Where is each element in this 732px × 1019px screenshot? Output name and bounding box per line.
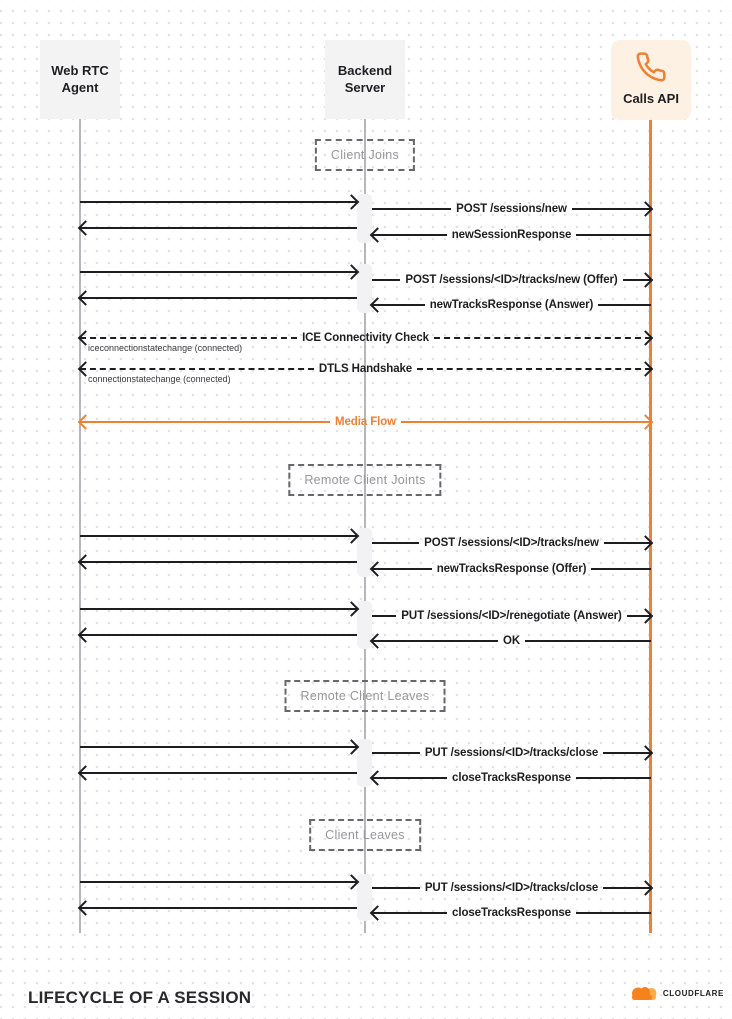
actor-label: Calls API [623, 91, 679, 106]
arrow-line [372, 542, 419, 544]
message-label: newSessionResponse [451, 229, 572, 241]
arrowhead-left-icon [370, 297, 386, 313]
arrowhead-right-icon [344, 874, 360, 890]
message-arrow [80, 556, 357, 568]
message-arrow [80, 530, 357, 542]
phase-box [309, 819, 421, 851]
message-arrow [80, 629, 357, 641]
arrow-line [401, 421, 651, 423]
cloudflare-wordmark: CLOUDFLARE [662, 989, 724, 998]
arrowhead-right-icon [638, 745, 654, 761]
lifeline-webrtc-agent [79, 119, 81, 933]
arrow-line [80, 227, 357, 229]
message-arrow [80, 767, 357, 779]
event-note: iceconnectionstatechange (connected) [88, 343, 243, 353]
message-arrow [372, 229, 651, 241]
phone-icon [635, 51, 667, 83]
message-label: PUT /sessions/<ID>/tracks/close [424, 882, 599, 894]
arrow-line [372, 640, 498, 642]
phase-box [285, 680, 446, 712]
arrow-line [576, 912, 651, 914]
arrow-line [80, 881, 357, 883]
message-label: closeTracksResponse [452, 772, 571, 784]
phase-box [315, 139, 415, 171]
message-arrow [372, 610, 651, 622]
message-arrow [80, 292, 357, 304]
message-label: DTLS Handshake [318, 363, 413, 375]
message-label: Media Flow [335, 416, 396, 428]
message-arrow [80, 266, 357, 278]
arrow-line [80, 608, 357, 610]
arrow-line [372, 887, 420, 889]
arrowhead-left-icon [78, 627, 94, 643]
arrowhead-left-icon [78, 414, 94, 430]
arrowhead-left-icon [370, 227, 386, 243]
arrow-line [372, 752, 420, 754]
arrowhead-right-icon [638, 361, 654, 377]
message-arrow [80, 603, 357, 615]
arrow-line [372, 279, 400, 281]
phase-label: Remote Client Leaves [300, 689, 430, 703]
cloudflare-logo [629, 986, 724, 1001]
message-label: closeTracksResponse [452, 907, 571, 919]
arrow-line [417, 368, 651, 370]
actor-calls-api [611, 40, 691, 120]
arrow-line [591, 568, 651, 570]
arrow-line [80, 561, 357, 563]
arrow-line [80, 297, 357, 299]
message-arrow [372, 537, 651, 549]
cloudflare-cloud-icon [629, 986, 659, 1001]
arrowhead-left-icon [370, 905, 386, 921]
diagram-title: LIFECYCLE OF A SESSION [28, 988, 252, 1007]
message-arrow [80, 196, 357, 208]
message-label: PUT /sessions/<ID>/renegotiate (Answer) [401, 610, 622, 622]
arrowhead-right-icon [638, 535, 654, 551]
arrow-line [80, 368, 314, 370]
arrow-line [372, 208, 451, 210]
arrow-line [576, 234, 651, 236]
arrow-line [80, 535, 357, 537]
arrowhead-right-icon [638, 608, 654, 624]
arrowhead-right-icon [638, 414, 654, 430]
arrowhead-left-icon [370, 633, 386, 649]
arrow-line [372, 615, 396, 617]
message-label: newTracksResponse (Answer) [429, 299, 594, 311]
arrow-line [80, 907, 357, 909]
arrowhead-right-icon [344, 264, 360, 280]
message-label: ICE Connectivity Check [302, 332, 429, 344]
message-label: POST /sessions/new [456, 203, 567, 215]
arrow-line [80, 201, 357, 203]
arrow-line [525, 640, 651, 642]
message-label: POST /sessions/<ID>/tracks/new [424, 537, 599, 549]
phase-label: Remote Client Joints [304, 473, 426, 487]
phase-label: Client Joins [330, 148, 400, 162]
message-arrow [80, 741, 357, 753]
arrowhead-right-icon [638, 201, 654, 217]
arrowhead-right-icon [344, 194, 360, 210]
arrowhead-left-icon [78, 900, 94, 916]
message-label: PUT /sessions/<ID>/tracks/close [424, 747, 599, 759]
message-arrow [80, 222, 357, 234]
message-arrow [372, 635, 651, 647]
message-arrow [80, 876, 357, 888]
arrowhead-left-icon [78, 220, 94, 236]
arrowhead-right-icon [344, 739, 360, 755]
actor-label: Backend Server [337, 62, 393, 95]
message-arrow [372, 882, 651, 894]
message-arrow [372, 907, 651, 919]
actor-backend-server [325, 40, 405, 119]
actor-label: Web RTC Agent [51, 62, 109, 95]
actor-webrtc-agent [40, 40, 120, 119]
arrow-line [80, 337, 297, 339]
arrowhead-right-icon [638, 330, 654, 346]
arrowhead-right-icon [344, 601, 360, 617]
arrow-line [80, 746, 357, 748]
message-arrow [372, 747, 651, 759]
message-label: OK [502, 635, 521, 647]
arrowhead-left-icon [78, 554, 94, 570]
message-label: newTracksResponse (Offer) [436, 563, 587, 575]
arrow-line [598, 304, 651, 306]
arrow-line [80, 634, 357, 636]
phase-box [288, 464, 441, 496]
message-arrow [80, 902, 357, 914]
arrowhead-left-icon [78, 765, 94, 781]
arrowhead-left-icon [78, 290, 94, 306]
arrow-line [434, 337, 651, 339]
message-label: POST /sessions/<ID>/tracks/new (Offer) [405, 274, 618, 286]
message-arrow [372, 274, 651, 286]
message-arrow [372, 563, 651, 575]
message-arrow [372, 203, 651, 215]
arrowhead-right-icon [638, 272, 654, 288]
arrowhead-right-icon [344, 528, 360, 544]
message-arrow [80, 416, 651, 428]
arrowhead-left-icon [370, 770, 386, 786]
arrow-line [80, 772, 357, 774]
arrow-line [80, 271, 357, 273]
message-arrow [372, 299, 651, 311]
event-note: connectionstatechange (connected) [88, 374, 231, 384]
arrow-line [80, 421, 330, 423]
phase-label: Client Leaves [325, 828, 405, 842]
arrow-line [576, 777, 651, 779]
arrowhead-left-icon [370, 561, 386, 577]
lifeline-calls-api [649, 120, 652, 933]
message-arrow [372, 772, 651, 784]
arrowhead-right-icon [638, 880, 654, 896]
